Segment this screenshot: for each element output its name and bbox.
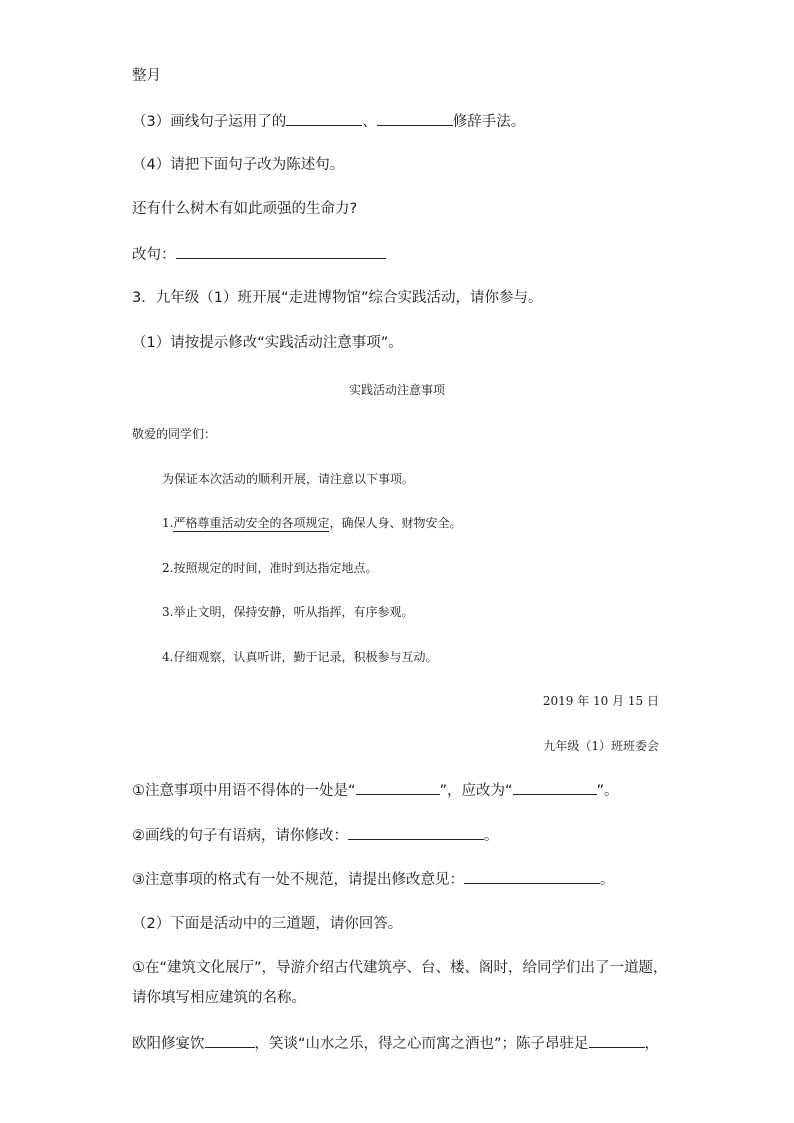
text: ，确保人身、财物安全。 [329,516,462,530]
notice-item-1 [162,513,461,533]
text: ②画线的句子有语病，请你修改： [132,828,348,844]
text: 。 [484,828,499,844]
text: ”，应改为“ [439,783,513,799]
question-3-intro: 3．九年级（1）班开展“走进博物馆”综合实践活动，请你参与。 [132,290,543,306]
notice-intro: 为保证本次活动的顺利开展，请注意以下事项。 [162,472,415,486]
text: 欧阳修宴饮 [132,1036,205,1052]
text: ①注意事项中用语不得体的一处是“ [132,783,356,799]
question-improper-word [132,780,619,801]
notice-greeting: 敬爱的同学们： [132,427,217,441]
notice-item-3: 3.举止文明，保持安静，听从指挥，有序参观。 [162,605,414,619]
answer-blank[interactable] [176,244,386,259]
text: 。 [600,872,615,888]
text: ， [644,1036,660,1052]
notice-date: 2019 年 10 月 15 日 [542,694,659,708]
notice-item-2: 2.按照规定的时间，准时到达指定地点。 [162,561,378,575]
text: ，笑谈“山水之乐，得之心而寓之酒也”；陈子昂驻足 [254,1036,589,1052]
question-3-1: （1）请按提示修改“实践活动注意事项”。 [132,335,403,351]
answer-blank[interactable] [286,111,362,126]
answer-blank[interactable] [356,780,440,795]
text: ③注意事项的格式有一处不规范，请提出修改意见： [132,872,464,888]
text: （3）画线句子运用了的 [132,114,287,130]
underlined-sentence: 严格尊重活动安全的各项规定 [173,516,330,530]
answer-blank[interactable] [464,869,600,884]
rewrite-line [132,244,386,265]
answer-blank[interactable] [513,780,597,795]
question-sentence: 还有什么树木有如此顽强的生命力? [132,201,358,217]
question-rhetoric [132,111,525,132]
notice-item-4: 4.仔细观察，认真听讲，勤于记录，积极参与互动。 [162,650,438,664]
answer-blank[interactable] [589,1033,645,1048]
question-3-2: （2）下面是活动中的三道题，请你回答。 [132,916,403,932]
answer-blank[interactable] [348,825,484,840]
text: 改句： [132,247,176,263]
answer-blank[interactable] [377,111,453,126]
question-architecture-cont: 请你填写相应建筑的名称。 [132,990,306,1006]
text: 修辞手法。 [452,114,526,130]
question-grammar [132,825,499,846]
text-line: 整月 [132,68,161,84]
notice-signer: 九年级（1）班班委会 [543,739,659,753]
text: 1. [162,516,174,530]
answer-blank[interactable] [205,1033,255,1048]
question-architecture: ①在“建筑文化展厅”，导游介绍古代建筑亭、台、楼、阁时，给同学们出了一道题， [132,960,668,976]
text: ”。 [596,783,619,799]
question-format [132,869,615,890]
text: 、 [362,114,377,130]
question-fill-buildings [132,1033,659,1054]
notice-title: 实践活动注意事项 [348,383,445,397]
question-statement: （4）请把下面句子改为陈述句。 [132,157,345,173]
